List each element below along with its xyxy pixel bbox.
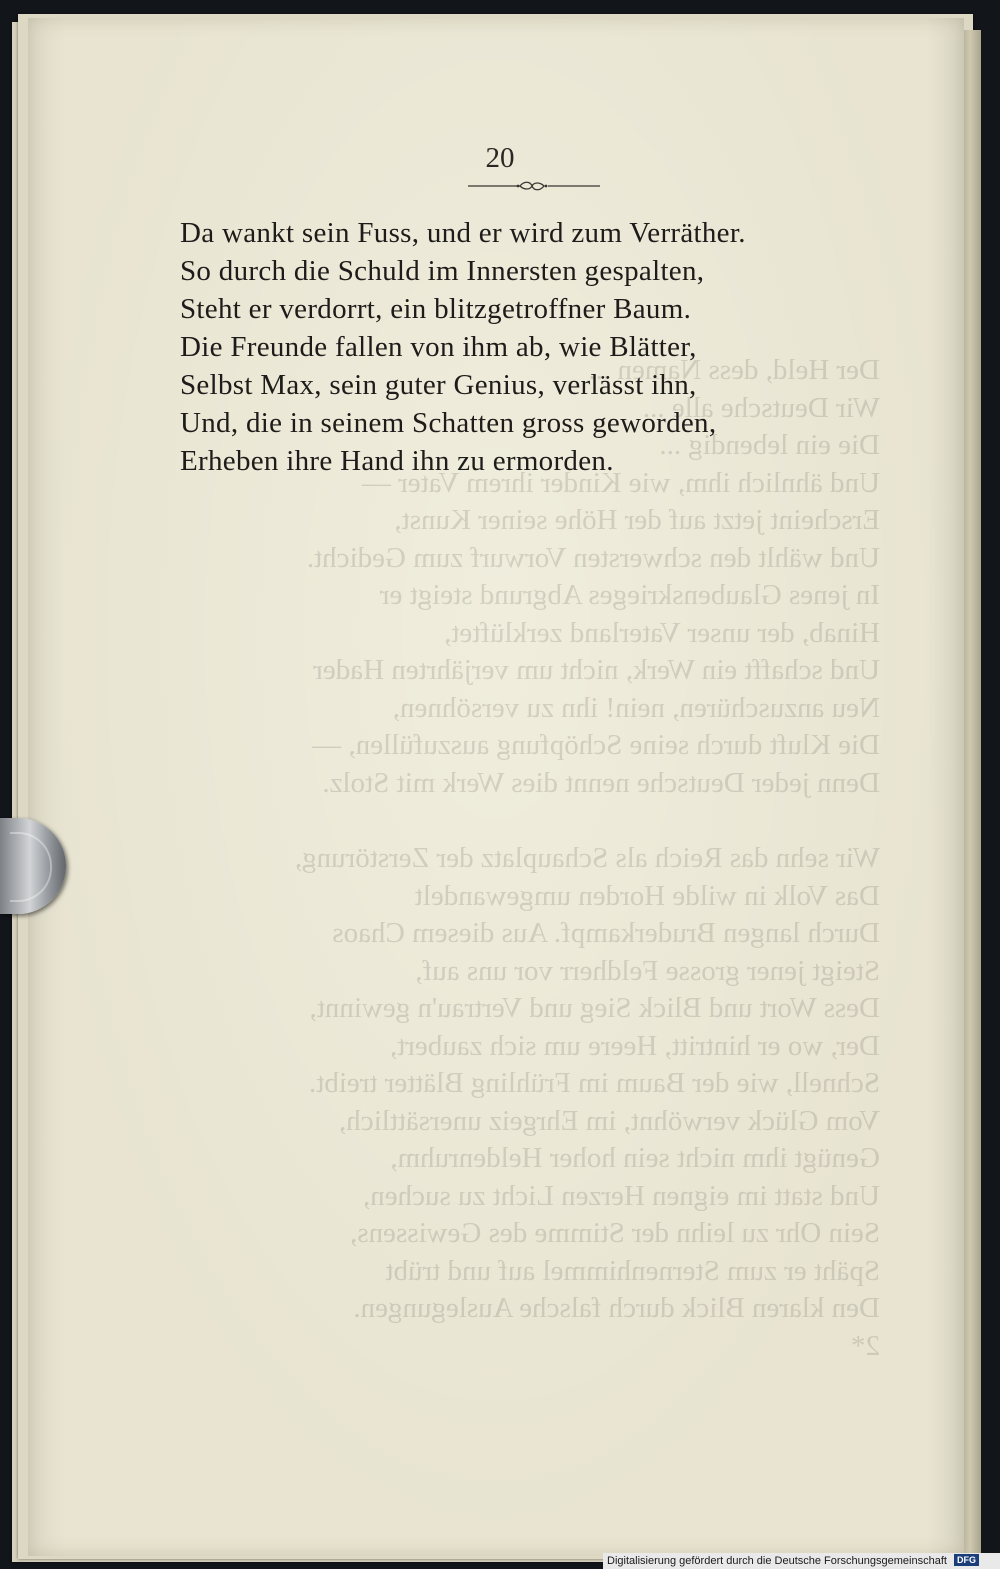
bleed-line: Die Kluft durch seine Schöpfung auszufüllen, — xyxy=(312,729,880,761)
stanza-gap xyxy=(180,802,880,840)
digitization-credit xyxy=(603,1553,1000,1569)
verse-line: Erheben ihre Hand ihn zu ermorden. xyxy=(180,445,614,477)
verse-text xyxy=(180,214,900,480)
ornament-divider xyxy=(466,178,602,192)
bleed-line: Späht er zum Sternenhimmel auf und trübt xyxy=(385,1254,880,1287)
bleed-line: Und wählt den schwersten Vorwurf zum Gedicht. xyxy=(306,541,880,574)
bleed-line: Hinab, der unser Vaterland zerklüftet, xyxy=(444,616,880,649)
bleed-line: Durch langen Bruderkampf. Aus diesem Chaos xyxy=(332,917,880,949)
verse-line: Da wankt sein Fuss, und er wird zum Verräther. xyxy=(180,217,746,249)
bleed-line: Der, wo er hintritt, Heere um sich zaubert, xyxy=(389,1029,880,1062)
dfg-logo: DFG xyxy=(954,1554,979,1566)
bleed-line: Genügt ihm nicht sein hoher Heldenruhm, xyxy=(390,1142,880,1174)
bleed-line: Den klaren Blick durch falsche Auslegungen. xyxy=(353,1292,880,1324)
bleed-through-text xyxy=(180,352,880,1365)
bleed-line: Sein Ohr zu leihn der Stimme des Gewissens, xyxy=(350,1217,880,1249)
verse-line: Die Freunde fallen von ihm ab, wie Blätter, xyxy=(180,331,697,363)
bleed-line: 2* xyxy=(851,1329,880,1362)
bleed-line: Neu anzuschüren, nein! ihn zu versöhnen, xyxy=(392,691,880,724)
bleed-line: In jenes Glaubenskrieges Abgrund steigt er xyxy=(379,579,880,611)
verse-line: Steht er verdorrt, ein blitzgetroffner Baum. xyxy=(180,293,692,325)
verse-line: Selbst Max, sein guter Genius, verlässt ihn, xyxy=(180,369,697,401)
bleed-line: Das Volk in wilde Horden umgewandelt xyxy=(414,879,880,912)
bleed-line: Und statt im eignen Herzen Licht zu suchen, xyxy=(362,1179,880,1212)
bleed-line: Erscheint jetzt auf der Höhe seiner Kunst, xyxy=(394,504,880,536)
bleed-line: Wir Deutsche alle ... xyxy=(642,391,880,424)
bleed-line: Vom Glück verwöhnt, im Ehrgeiz unersättlich, xyxy=(339,1104,880,1137)
page-stack-edge xyxy=(963,30,981,1555)
bleed-line: Und schafft ein Werk, nicht um verjährten Hader xyxy=(313,654,880,686)
bleed-line: Dess Wort und Blick Sieg und Vertrau'n gewinnt, xyxy=(309,992,880,1024)
bleed-line: Steigt jener grosse Feldherr vor uns auf, xyxy=(415,954,880,987)
bleed-line: Wir sehn das Reich als Schauplatz der Zerstörung, xyxy=(294,842,880,874)
bleed-line: Schnell, wie der Baum im Frühling Blätter treibt. xyxy=(308,1067,880,1099)
bleed-line: Denn jeder Deutsche nennt dies Werk mit Stolz. xyxy=(322,766,880,799)
bleed-line: Und ähnlich ihm, wie Kinder ihrem Vater — xyxy=(361,466,880,499)
page-number: 20 xyxy=(485,142,515,174)
verse-line: Und, die in seinem Schatten gross geworden, xyxy=(180,407,717,439)
bleed-line: Die ein lebendig ... xyxy=(659,429,880,461)
credit-text: Digitalisierung gefördert durch die Deutsche Forschungsgemeinschaft xyxy=(607,1555,947,1567)
verse-line: So durch die Schuld im Innersten gespalten, xyxy=(180,255,705,287)
bleed-line: Der Held, dess Namen ... xyxy=(588,354,880,386)
